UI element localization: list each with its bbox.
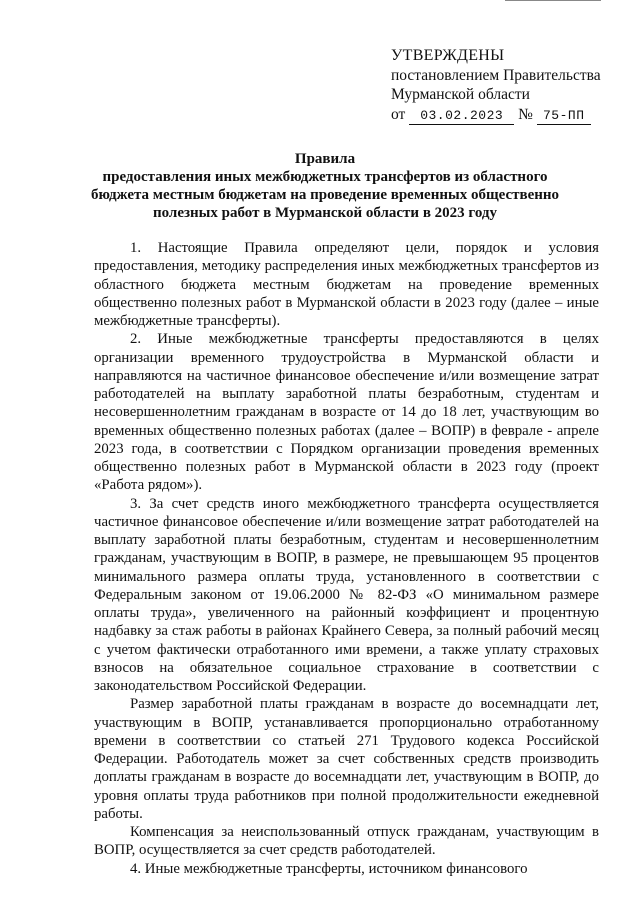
paragraph-4: 4. Иные межбюджетные трансферты, источником финансового xyxy=(130,860,528,877)
approval-line-1: постановлением Правительства xyxy=(391,66,601,84)
approval-block xyxy=(391,46,611,125)
paragraph-3-salary: Размер заработной платы гражданам в возрасте до восемнадцати лет, участвующим в ВОПР, устанавливается пропорционально отработанному времени в соответствии со статьей 271 Трудового кодекса Российской Федерации. Работодатель может за счет собственных средств производить доплаты гражданам в возрасте до восемнадцати лет, участвующим в ВОПР, до уровня оплаты труда работников при полной продолжительности ежедневной работы. xyxy=(94,696,599,822)
title-word: Правила xyxy=(294,151,356,167)
date-prefix: от xyxy=(391,105,406,123)
number-prefix: № xyxy=(518,105,533,123)
approval-date: 03.02.2023 xyxy=(409,108,514,125)
paragraph-3: 3. За счет средств иного межбюджетного трансферта осуществляется частичное финансовое обеспечение и/или возмещение затрат работодателей на выплату заработной платы безработным, студентам и несовершеннолетним гражданам, участвующим в ВОПР, в размере, не превышающем 95 процентов минимального размера оплаты труда, установленного в соответствии с Федеральным законом от 19.06.2000 № 82-ФЗ «О минимальном размере оплаты труда», увеличенного на районный коэффициент и процентную надбавку за стаж работы в районах Крайнего Севера, за полный рабочий месяц с учетом фактически отработанного ими времени, а также уплату страховых взносов на обязательное социальное страхование в соответствии с законодательством Российской Федерации. xyxy=(94,495,599,694)
paragraph-3-compensation: Компенсация за неиспользованный отпуск гражданам, участвующим в ВОПР, осуществляется за счет средств работодателей. xyxy=(94,824,599,859)
approval-heading: УТВЕРЖДЕНЫ xyxy=(391,47,505,64)
paragraph-2: 2. Иные межбюджетные трансферты предоставляются в целях организации временного трудоустройства в Мурманской области и направляются на частичное финансовое обеспечение и/или возмещение затрат работодателей на выплату заработной платы безработным, студентам и несовершеннолетним гражданам в возрасте от 14 до 18 лет, участвующим во временных общественно полезных работах (далее – ВОПР) в феврале - апреле 2023 года, в соответствии с Порядком организации проведения временных общественно полезных работ в Мурманской области в 2023 году (проект «Работа рядом»). xyxy=(94,331,599,494)
approval-line-2: Мурманской области xyxy=(391,86,530,103)
document-title xyxy=(90,150,560,222)
title-text: предоставления иных межбюджетных трансфертов из областного бюджета местным бюджетам на проведение временных общественно полезных работ в Мурманской области в 2023 году xyxy=(90,169,560,221)
top-edge-line xyxy=(505,0,601,1)
document-body xyxy=(94,239,599,878)
approval-date-line xyxy=(391,105,611,125)
approval-number: 75-ПП xyxy=(537,108,591,125)
paragraph-1: 1. Настоящие Правила определяют цели, порядок и условия предоставления, методику распределения иных межбюджетных трансфертов из областного бюджета местным бюджетам на проведение временных общественно полезных работ в Мурманской области в 2023 году (далее – иные межбюджетные трансферты). xyxy=(94,240,599,329)
